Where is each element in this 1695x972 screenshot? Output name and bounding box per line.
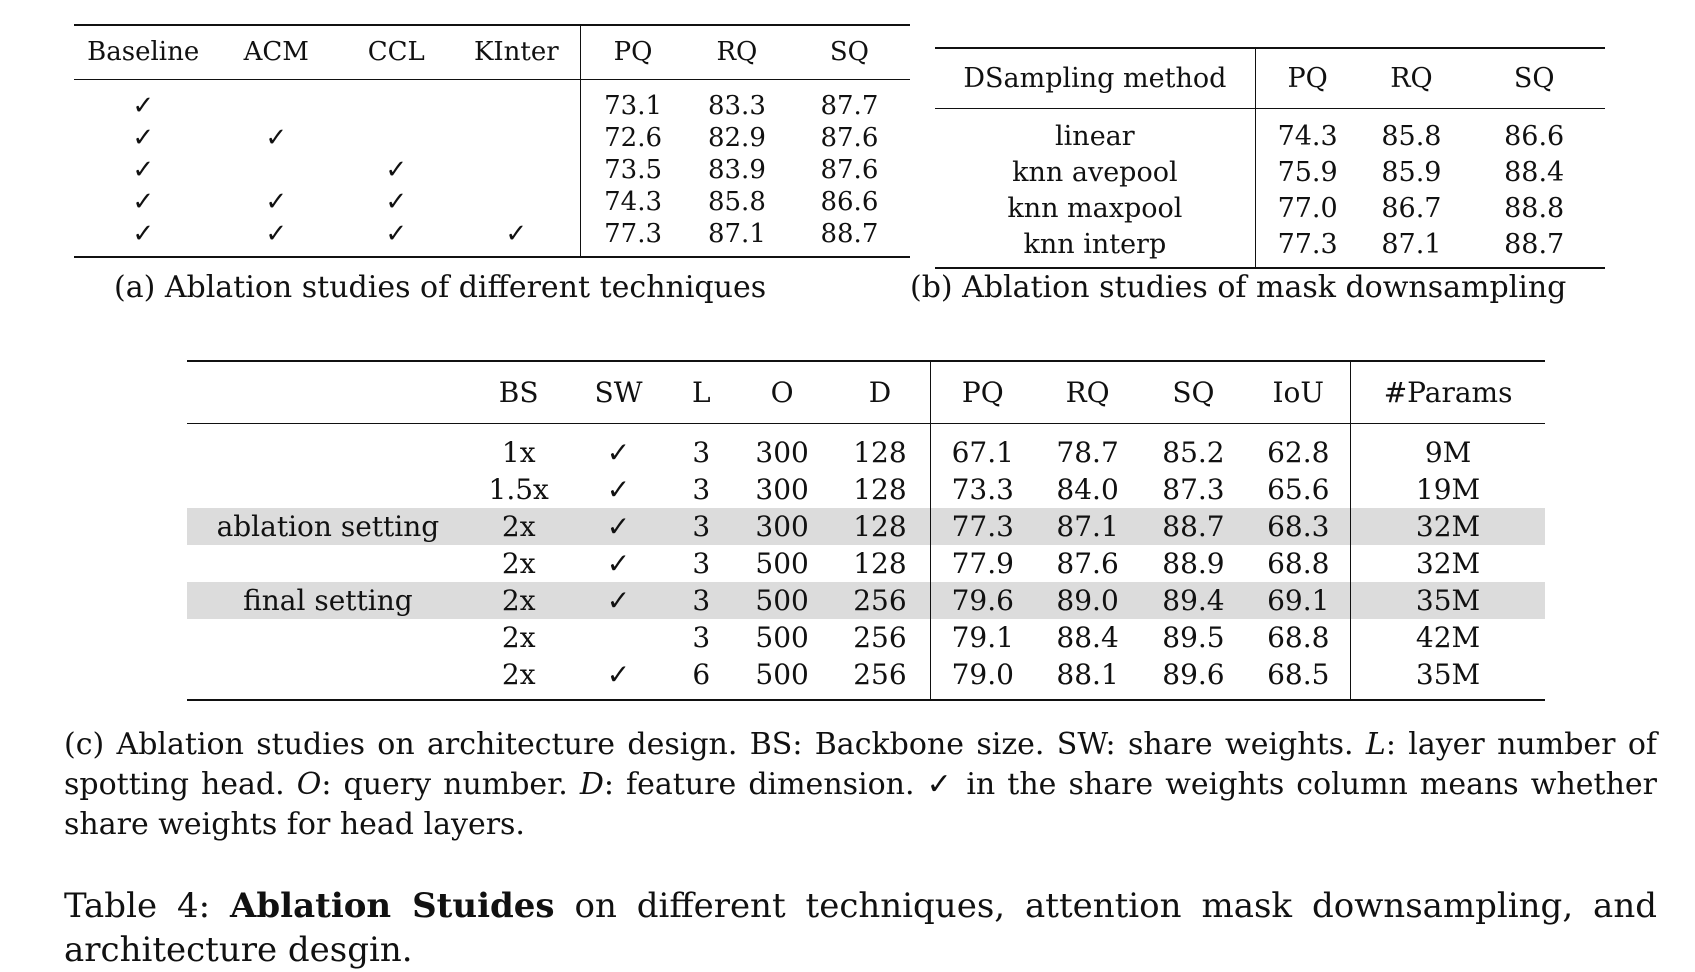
table-cell: 87.1 [685,218,789,257]
table-cell: 88.1 [1035,656,1141,700]
table-cell: 3 [668,508,734,545]
table-cell: 500 [734,656,830,700]
table-cell: 62.8 [1267,435,1330,469]
table-cell: 68.8 [1267,620,1330,654]
table-row [74,79,910,122]
table-cell: 6 [668,656,734,700]
table-cell: ✓ [212,218,340,257]
table-cell [569,619,669,656]
table-cell: 42M [1351,619,1545,656]
table-cell: 88.8 [1504,192,1565,224]
caption-symbol-o: O [296,767,322,802]
table-cell: 83.9 [707,154,766,185]
table-row [935,191,1605,227]
table-cell: 2x [501,546,536,580]
table-cell: 89.5 [1162,620,1225,654]
table-cell: 87.7 [820,90,879,121]
table-cell: knn maxpool [1007,192,1183,224]
table-cell: ✓ [132,154,155,185]
table-c-header: SW [569,361,669,423]
table-b-header-row [935,48,1605,108]
table-cell: 78.7 [1056,435,1119,469]
table-cell: 87.6 [820,122,879,153]
table-cell: 87.1 [1360,227,1464,268]
table-cell [340,79,452,122]
table-cell: 77.0 [1255,191,1359,227]
table-cell [187,423,469,471]
table-cell: 2x [469,582,569,619]
table-c-header: #Params [1351,361,1545,423]
table-cell: 88.7 [789,218,910,257]
table-cell: knn avepool [1012,156,1178,188]
table-cell: 9M [1351,423,1545,471]
table-cell: 3 [668,582,734,619]
table-cell: 1.5x [488,472,549,506]
table-cell: ✓ [453,218,581,257]
table-c-header: L [668,361,734,423]
table-cell: 2x [469,656,569,700]
table-cell: 86.7 [1381,192,1442,224]
table-row [187,471,1545,508]
caption-prefix: Table 4: [64,886,231,926]
table-cell: ✓ [569,582,669,619]
table-cell: 32M [1351,508,1545,545]
table-cell: ✓ [132,90,155,121]
table-cell: 256 [853,620,907,654]
table-cell: 77.3 [1255,227,1359,268]
table-cell: ✓ [606,472,631,506]
table-cell: 87.6 [1056,546,1119,580]
table-cell: 1x [501,435,536,469]
table-cell: ✓ [385,154,408,185]
table-b-header: PQ [1255,48,1359,108]
table-cell: 73.1 [581,79,685,122]
table-cell: 500 [755,620,809,654]
table-cell: knn interp [935,227,1255,268]
table-cell: 3 [692,435,711,469]
table-row [187,656,1545,700]
table-c-header [187,361,469,423]
table-cell: ✓ [74,218,212,257]
caption-bold: Ablation Stuides [230,886,555,926]
table-cell: 89.4 [1141,582,1247,619]
table-cell [453,122,581,154]
table-cell: 128 [853,435,907,469]
table-c-header: BS [469,361,569,423]
caption-symbol-d: D [579,767,604,802]
table-a-header: PQ [581,25,685,79]
table-cell: 256 [830,582,930,619]
table-cell: 256 [830,656,930,700]
table-cell: 500 [755,546,809,580]
table-cell: ✓ [265,122,288,153]
table-row-final-setting [187,582,1545,619]
table-c-header-row [187,361,1545,423]
table-cell: 68.3 [1246,508,1350,545]
table-cell: ✓ [340,218,452,257]
table-row [187,545,1545,582]
table-cell: 79.6 [930,582,1034,619]
table-cell [212,79,340,122]
table-a-header-row [74,25,910,79]
table-cell [187,471,469,508]
table-cell: 68.8 [1267,546,1330,580]
table-cell: 88.7 [1141,508,1247,545]
table-a-header: SQ [789,25,910,79]
table-cell: 128 [830,508,930,545]
table-cell: 3 [692,472,711,506]
table-cell: final setting [187,582,469,619]
table-cell: 86.6 [1504,120,1565,152]
table-cell: 82.9 [707,122,766,153]
table-cell: 79.0 [930,656,1034,700]
table-cell [340,122,452,154]
table-c-header: SQ [1141,361,1247,423]
table-cell: 77.3 [581,218,685,257]
table-row [187,423,1545,471]
main-table-caption [64,884,1657,972]
table-row [935,108,1605,155]
table-cell: 68.5 [1246,656,1350,700]
table-cell: ✓ [385,186,408,217]
table-cell: 85.9 [1381,156,1442,188]
table-b-downsampling [935,47,1605,269]
table-cell: 73.5 [581,154,685,186]
table-row [74,218,910,257]
table-cell: 87.1 [1035,508,1141,545]
table-cell [187,656,469,700]
table-cell: 75.9 [1255,155,1359,191]
table-cell: ✓ [606,435,631,469]
table-cell [187,545,469,582]
table-cell: 77.9 [930,545,1034,582]
table-a-header: Baseline [74,25,212,79]
table-cell: 3 [692,620,711,654]
table-cell: 88.9 [1162,546,1225,580]
table-a-header: ACM [212,25,340,79]
table-cell: ✓ [265,186,288,217]
table-cell: 86.6 [820,186,879,217]
table-cell: 74.3 [1255,108,1359,155]
table-cell: 89.0 [1035,582,1141,619]
table-row-ablation-setting [187,508,1545,545]
table-cell: 19M [1351,471,1545,508]
caption-rest: on different techniques, attention mask downsampling, and architecture desgin. [64,886,1657,970]
table-cell: 79.1 [930,619,1034,656]
table-row [74,186,910,218]
table-cell: 3 [692,546,711,580]
table-cell: 300 [734,508,830,545]
table-c-architecture [187,360,1545,701]
table-cell: ✓ [132,122,155,153]
table-cell: 88.7 [1463,227,1605,268]
table-cell: 85.8 [707,186,766,217]
table-cell: 500 [734,582,830,619]
table-c-header: O [734,361,830,423]
table-b-header: SQ [1463,48,1605,108]
table-cell: ✓ [606,546,631,580]
table-cell: 88.4 [1504,156,1565,188]
table-cell [453,154,581,186]
table-cell: 35M [1351,582,1545,619]
table-row [187,619,1545,656]
caption-text: : query number. [321,767,580,802]
caption-symbol-l: L [1365,727,1386,762]
table-cell [212,154,340,186]
table-a-header: KInter [453,25,581,79]
table-cell: 69.1 [1246,582,1350,619]
table-c-caption [64,725,1657,845]
table-cell: 84.0 [1056,472,1119,506]
table-cell: 88.4 [1056,620,1119,654]
table-cell: 89.6 [1141,656,1247,700]
table-cell: 128 [853,546,907,580]
table-a-caption: (a) Ablation studies of different techniques [114,270,767,305]
table-cell: 87.6 [820,154,879,185]
table-cell: 300 [755,435,809,469]
table-c-header: IoU [1246,361,1350,423]
table-cell: ✓ [569,656,669,700]
table-cell: 73.3 [930,471,1034,508]
table-cell: 77.3 [930,508,1034,545]
table-cell: 72.6 [581,122,685,154]
table-b-caption: (b) Ablation studies of mask downsampling [910,270,1567,305]
table-a-header: CCL [340,25,452,79]
table-a-techniques [74,24,910,258]
table-cell: 67.1 [930,423,1034,471]
table-cell [453,79,581,122]
table-c-header: PQ [930,361,1034,423]
table-cell: 32M [1351,545,1545,582]
table-cell: 35M [1351,656,1545,700]
table-b-header: DSampling method [935,48,1255,108]
table-row [935,227,1605,268]
table-cell: ablation setting [187,508,469,545]
table-cell: 300 [755,472,809,506]
table-row [74,154,910,186]
table-cell: 83.3 [707,90,766,121]
table-cell: 87.3 [1162,472,1225,506]
table-cell: 85.2 [1162,435,1225,469]
caption-text: : layer number of spotting head. [64,727,1657,802]
table-cell: 65.6 [1267,472,1330,506]
table-cell [187,619,469,656]
table-cell: ✓ [569,508,669,545]
table-cell [453,186,581,218]
table-cell: 85.8 [1381,120,1442,152]
table-b-header: RQ [1360,48,1464,108]
table-cell: 128 [853,472,907,506]
table-cell: linear [1055,120,1135,152]
table-a-header: RQ [685,25,789,79]
table-cell: 2x [469,508,569,545]
caption-text: (c) Ablation studies on architecture design. BS: Backbone size. SW: share weights. [64,727,1366,762]
table-c-header: RQ [1035,361,1141,423]
table-cell: ✓ [132,186,155,217]
caption-text: : feature dimension. ✓ in the share weights column means whether share weights for head layers. [64,767,1657,842]
table-row [935,155,1605,191]
table-cell: 74.3 [581,186,685,218]
table-row [74,122,910,154]
table-cell: 2x [501,620,536,654]
table-c-header: D [830,361,930,423]
